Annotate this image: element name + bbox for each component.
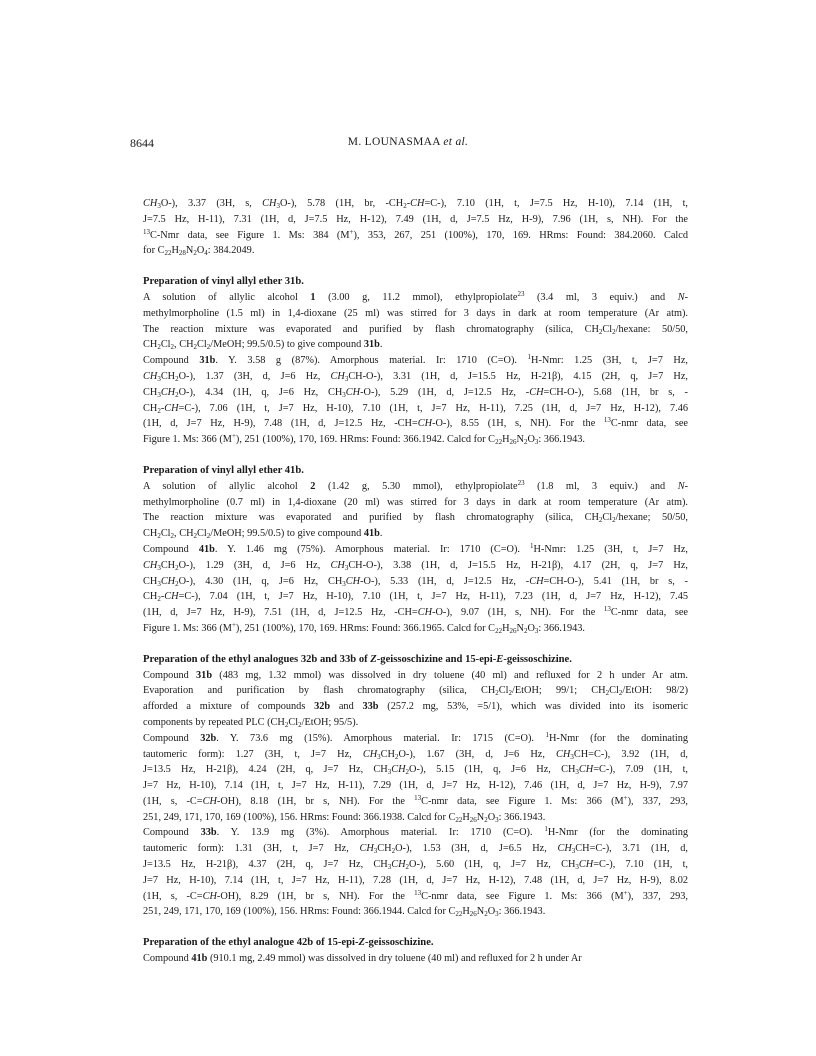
text-line: Compound 31b (483 mg, 1.32 mmol) was dissolved in dry toluene (40 ml) and refluxed for 2 h under Ar atm. xyxy=(143,669,688,681)
text-line: $CH_2-CH=C-$), 7.06 (1H, t, J=7 Hz, H-10), 7.10 (1H, t, J=7 Hz, H-11), 7.25 (1H, d, J=7 Hz, H-12), 7.46 xyxy=(143,402,688,415)
text-line: $CH_3CH_2O-$), 1.37 (3H, d, J=6 Hz, $CH_3CH-O-$), 3.31 (1H, d, J=15.5 Hz, H-21β), 4.15 (2H, q, J=7 Hz, xyxy=(143,370,688,383)
text-line: Compound 32b. Y. 73.6 mg (15%). Amorphous material. Ir: 1715 (C=O). $^1$H-Nmr (for the dominating xyxy=(143,730,688,744)
text-line: A solution of allylic alcohol 1 (3.00 g, 11.2 mmol), ethylpropiolate$^{23}$ (3.4 ml, 3 equiv.) and N- xyxy=(143,289,688,303)
text-line: $CH_3O-$), 3.37 (3H, s, $CH_3O-$), 5.78 (1H, br, $-CH_2-CH=C-$), 7.10 (1H, t, J=7.5 Hz, H-10), 7.14 (1H, t, xyxy=(143,198,689,210)
text-line: tautomeric form): 1.27 (3H, t, J=7 Hz, $CH_3CH_2O-$), 1.67 (3H, d, J=6 Hz, $CH_3CH=C-$), 3.92 (1H, d, xyxy=(143,748,688,761)
section-heading: Preparation of the ethyl analogues 32b and 33b of Z-geissoschizine and 15-epi-E-geissoschizine. xyxy=(143,653,572,665)
running-head xyxy=(0,136,816,148)
text-line: for $C_{22}H_{28}N_2O_4$: 384.2049. xyxy=(143,245,255,258)
text-line: (1H, d, J=7 Hz, H-9), 7.51 (1H, d, J=12.5 Hz, -CH=CH-O-), 9.07 (1H, s, NH). For the $^{13}$C-nmr data, see xyxy=(143,605,688,619)
text-line: J=13.5 Hz, H-21β), 4.24 (2H, q, J=7 Hz, $CH_3CH_2O-$), 5.15 (1H, q, J=6 Hz, $CH_3CH=C-$), 7.09 (1H, t, xyxy=(143,764,688,777)
text-line: The reaction mixture was evaporated and purified by flash chromatography (silica, $CH_2Cl_2$/hexane: 50/50, xyxy=(143,323,688,336)
text-line: $CH_2Cl_2$, $CH_2Cl_2$/MeOH; 99.5/0.5) to give compound 31b. xyxy=(143,339,383,352)
text-line: Compound 33b. Y. 13.9 mg (3%). Amorphous material. Ir: 1710 (C=O). $^1$H-Nmr (for the dominating xyxy=(143,825,689,839)
text-line: Figure 1. Ms: 366 (M+), 251 (100%), 170, 169. HRms: Found: 366.1942. Calcd for $C_{22}H_{26}N_2O_3$: 366.1943. xyxy=(143,432,585,447)
section-heading: Preparation of vinyl allyl ether 31b. xyxy=(143,276,304,288)
paragraph-gap xyxy=(143,637,688,652)
section-heading: Preparation of the ethyl analogue 42b of 15-epi-Z-geissoschizine. xyxy=(143,937,434,949)
text-line: Compound 31b. Y. 3.58 g (87%). Amorphous material. Ir: 1710 (C=O). $^1$H-Nmr: 1.25 (3H, t, J=7 Hz, xyxy=(143,353,688,367)
text-line: A solution of allylic alcohol 2 (1.42 g, 5.30 mmol), ethylpropiolate$^{23}$ (1.8 ml, 3 equiv.) and N- xyxy=(143,478,688,492)
text-line: Compound 41b. Y. 1.46 mg (75%). Amorphous material. Ir: 1710 (C=O). $^1$H-Nmr: 1.25 (3H, t, J=7 Hz, xyxy=(143,541,688,555)
paragraph-gap xyxy=(143,448,688,463)
text-line: methylmorpholine (0.7 ml) in 1,4-dioxane (20 ml) was stirred for 3 days in dark at room temperature (Ar atm). xyxy=(143,496,688,508)
text-line: components by repeated PLC ($CH_2Cl_2$/EtOH; 95/5). xyxy=(143,716,359,729)
text-line: methylmorpholine (1.5 ml) in 1,4-dioxane (25 ml) was stirred for 3 days in dark at room temperature (Ar atm). xyxy=(143,307,688,319)
text-line: $CH_3CH_2O-$), 1.29 (3H, d, J=6 Hz, $CH_3CH-O-$), 3.38 (1H, d, J=15.5 Hz, H-21β), 4.17 (2H, q, J=7 Hz, xyxy=(143,559,688,572)
text-line: $CH_2-CH=C-$), 7.04 (1H, t, J=7 Hz, H-10), 7.10 (1H, t, J=7 Hz, H-11), 7.23 (1H, d, J=7 Hz, H-12), 7.45 xyxy=(143,591,688,604)
text-line: $CH_3CH_2O-$), 4.34 (1H, q, J=6 Hz, $CH_3CH-O-$), 5.29 (1H, d, J=12.5 Hz, -CH=CH-O-), 5.68 (1H, br s, - xyxy=(143,386,688,399)
section-heading: Preparation of vinyl allyl ether 41b. xyxy=(143,464,304,476)
text-line: $CH_3CH_2O-$), 4.30 (1H, q, J=6 Hz, $CH_3CH-O-$), 5.33 (1H, d, J=12.5 Hz, -CH=CH-O-), 5.41 (1H, br s, - xyxy=(143,575,688,588)
text-line: (1H, s, -C=CH-OH), 8.18 (1H, br s, NH). For the $^{13}$C-nmr data, see Figure 1. Ms: 366 (M+), 337, 293, xyxy=(143,793,688,807)
article-body xyxy=(143,196,688,967)
text-line: J=7.5 Hz, H-11), 7.31 (1H, d, J=7.5 Hz, H-12), 7.49 (1H, d, J=7.5 Hz, H-9), 7.96 (1H, s, NH). For the xyxy=(143,213,688,225)
text-line: J=13.5 Hz, H-21β), 4.37 (2H, q, J=7 Hz, $CH_3CH_2O-$), 5.60 (1H, q, J=7 Hz, $CH_3CH=C-$), 7.10 (1H, t, xyxy=(143,859,688,872)
running-head-etal: et al. xyxy=(443,136,469,148)
text-line: 251, 249, 171, 170, 169 (100%), 156. HRms: Found: 366.1944. Calcd for $C_{22}H_{26}N_2O_3$: 366.1943. xyxy=(143,906,546,919)
paragraph-gap xyxy=(143,259,688,274)
running-head-authors: M. LOUNASMAA xyxy=(347,136,441,148)
text-line: (1H, d, J=7 Hz, H-9), 7.48 (1H, d, J=12.5 Hz, -CH=CH-O-), 8.55 (1H, s, NH). For the $^{13}$C-nmr data, see xyxy=(143,416,688,430)
text-line: J=7 Hz, H-10), 7.14 (1H, t, J=7 Hz, H-11), 7.29 (1H, d, J=7 Hz, H-12), 7.46 (1H, d, J=7 Hz, H-9), 7.97 xyxy=(143,780,688,792)
text-line: tautomeric form): 1.31 (3H, t, J=7 Hz, $CH_3CH_2O-$), 1.53 (3H, d, J=6.5 Hz, $CH_3CH=C-$), 3.71 (1H, d, xyxy=(143,843,688,856)
text-line: J=7 Hz, H-10), 7.14 (1H, t, J=7 Hz, H-11), 7.28 (1H, d, J=7 Hz, H-12), 7.48 (1H, d, J=7 Hz, H-9), 8.02 xyxy=(143,874,688,886)
text-line: afforded a mixture of compounds 32b and 33b (257.2 mg, 53%, =5/1), which was divided into its isomeric xyxy=(143,701,688,713)
text-line: Evaporation and purification by flash chromatography (silica, $CH_2Cl_2$/EtOH; 99/1; $CH_2Cl_2$/EtOH: 98/2) xyxy=(143,685,688,698)
text-line: $CH_2Cl_2$, $CH_2Cl_2$/MeOH; 99.5/0.5) to give compound 41b. xyxy=(143,528,383,541)
text-line: $^{13}$C-Nmr data, see Figure 1. Ms: 384 (M+), 353, 267, 251 (100%), 170, 169. HRms: Found: 384.2060. Calcd xyxy=(143,227,688,241)
text-line: 251, 249, 171, 170, 169 (100%), 156. HRms: Found: 366.1938. Calcd for $C_{22}H_{26}N_2O_3$: 366.1943. xyxy=(143,811,546,824)
text-line: Figure 1. Ms: 366 (M+), 251 (100%), 170, 169. HRms: Found: 366.1965. Calcd for $C_{22}H_{26}N_2O_3$: 366.1943. xyxy=(143,620,585,635)
text-line: Compound 41b (910.1 mg, 2.49 mmol) was dissolved in dry toluene (40 ml) and refluxed for 2 h under Ar xyxy=(143,953,582,965)
text-line: (1H, s, -C=CH-OH), 8.29 (1H, br s, NH). For the $^{13}$C-nmr data, see Figure 1. Ms: 366 (M+), 337, 293, xyxy=(143,888,688,902)
page-number: 8644 xyxy=(130,136,154,150)
text-line: The reaction mixture was evaporated and purified by flash chromatography (silica, $CH_2Cl_2$/hexane; 50/50, xyxy=(143,512,688,525)
paragraph-gap xyxy=(143,920,688,935)
